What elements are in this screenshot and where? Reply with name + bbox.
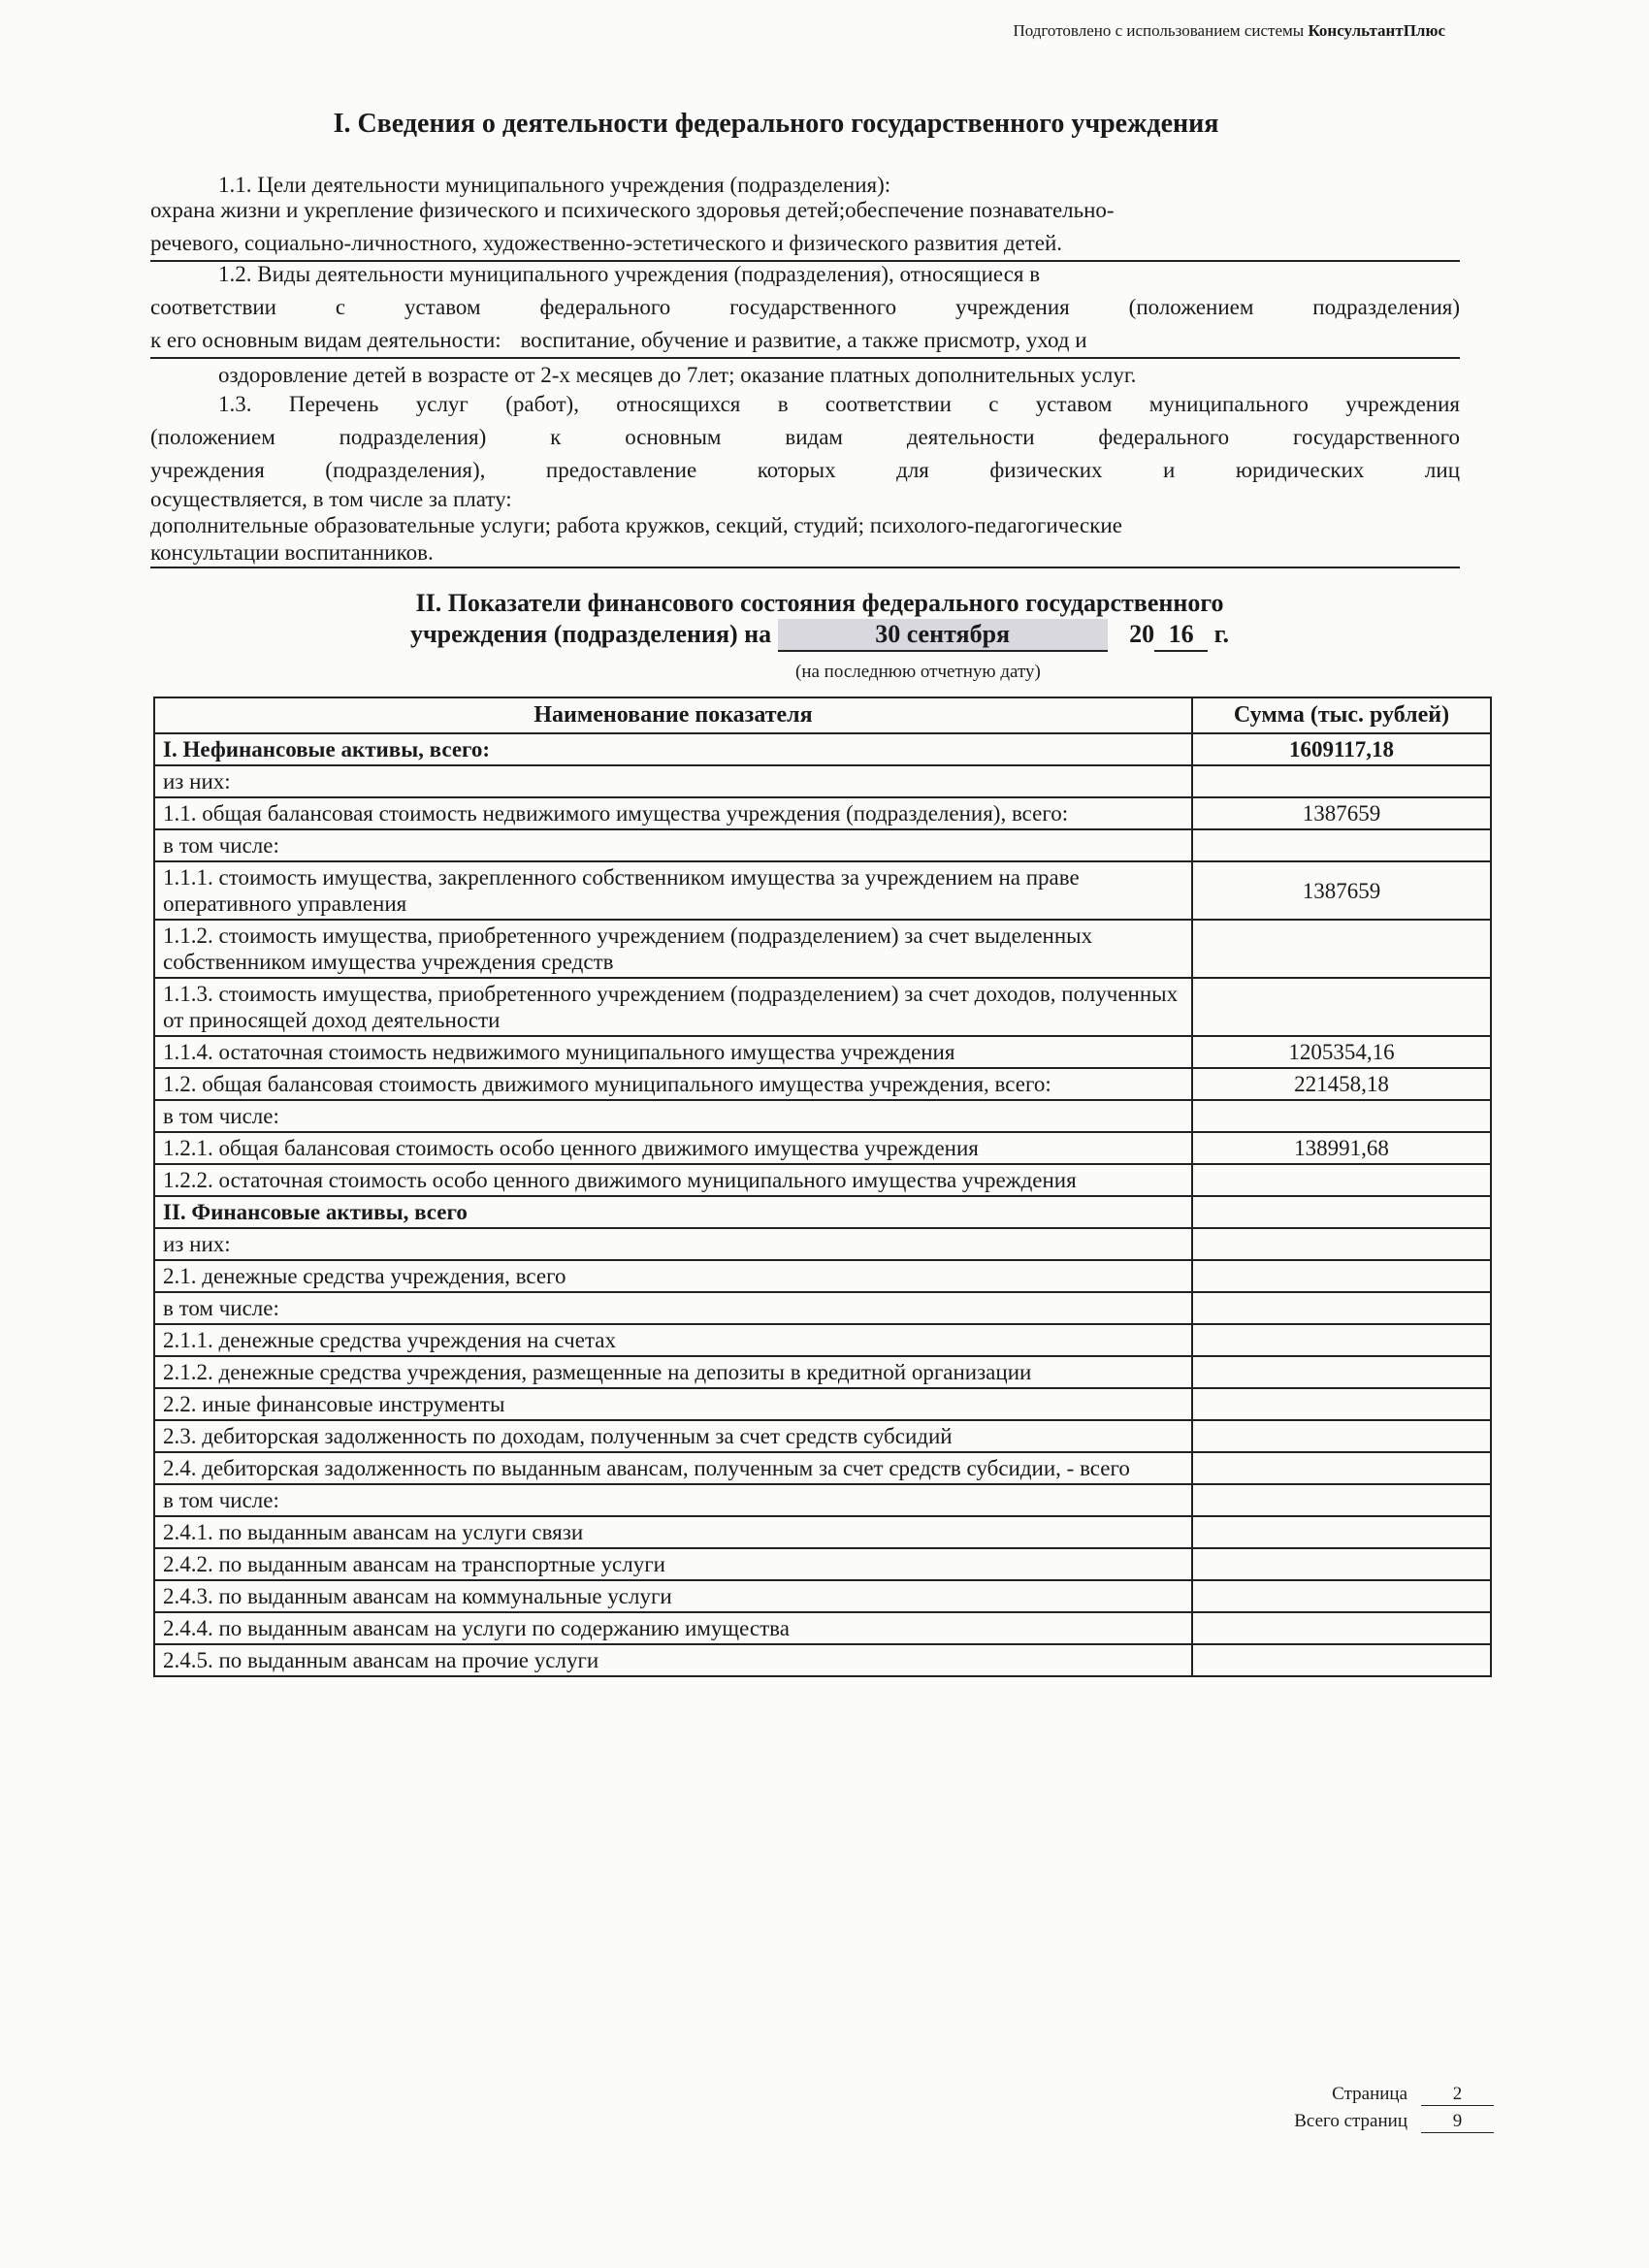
indicator-name: 2.4.2. по выданным авансам на транспортные услуги — [154, 1548, 1192, 1580]
table-row — [154, 1388, 1491, 1420]
financial-table-body — [154, 733, 1491, 1676]
activities-line3-value: воспитание, обучение и развитие, а также присмотр, уход и — [520, 328, 1087, 352]
indicator-name: из них: — [154, 1228, 1192, 1260]
column-header-name: Наименование показателя — [154, 697, 1192, 733]
indicator-sum — [1192, 1356, 1491, 1388]
header-note — [1013, 21, 1445, 41]
table-row — [154, 1548, 1491, 1580]
table-row — [154, 1644, 1491, 1676]
indicator-sum: 138991,68 — [1192, 1132, 1491, 1164]
section1-paragraph-services — [150, 388, 1460, 568]
activities-line3-label: к его основным видам деятельности: — [150, 328, 501, 352]
indicator-sum: 1205354,16 — [1192, 1036, 1491, 1068]
table-row — [154, 733, 1491, 765]
indicator-sum — [1192, 1644, 1491, 1676]
total-pages-label: Всего страниц — [1294, 2111, 1407, 2131]
table-row — [154, 1100, 1491, 1132]
indicator-name: 1.1.3. стоимость имущества, приобретенного учреждением (подразделением) за счет доходов, полученных от приносящей доход деятельности — [154, 978, 1192, 1036]
section1-paragraph-activities — [150, 258, 1460, 392]
indicator-name: 2.2. иные финансовые инструменты — [154, 1388, 1192, 1420]
indicator-sum — [1192, 1164, 1491, 1196]
header-note-brand: КонсультантПлюс — [1308, 21, 1445, 40]
indicator-name: 2.4.1. по выданным авансам на услуги связи — [154, 1516, 1192, 1548]
indicator-sum: 1609117,18 — [1192, 733, 1491, 765]
year-prefix: 20 — [1129, 620, 1155, 648]
services-line2: (положением подразделения) к основным видам деятельности федерального государственного — [150, 425, 1460, 449]
goals-value-line1: охрана жизни и укрепление физического и психического здоровья детей;обеспечение познавательно- — [150, 198, 1115, 222]
table-row — [154, 1356, 1491, 1388]
table-row — [154, 1068, 1491, 1100]
activities-line4: оздоровление детей в возрасте от 2-х месяцев до 7лет; оказание платных дополнительных услуг. — [218, 363, 1137, 387]
indicator-name: в том числе: — [154, 1100, 1192, 1132]
activities-line3 — [150, 324, 1460, 359]
table-row — [154, 1580, 1491, 1612]
table-row — [154, 920, 1491, 978]
indicator-sum: 221458,18 — [1192, 1068, 1491, 1100]
date-hint: (на последнюю отчетную дату) — [795, 662, 1041, 682]
indicator-sum — [1192, 829, 1491, 861]
table-row — [154, 1260, 1491, 1292]
column-header-sum: Сумма (тыс. рублей) — [1192, 697, 1491, 733]
table-row — [154, 1132, 1491, 1164]
table-row — [154, 1516, 1491, 1548]
indicator-name: 2.4.5. по выданным авансам на прочие услуги — [154, 1644, 1192, 1676]
activities-line2: соответствии с уставом федерального государственного учреждения (положением подразделения) — [150, 295, 1460, 319]
table-row — [154, 1292, 1491, 1324]
page-label: Страница — [1332, 2084, 1407, 2104]
indicator-sum — [1192, 1292, 1491, 1324]
indicator-name: 2.1. денежные средства учреждения, всего — [154, 1260, 1192, 1292]
table-row — [154, 1324, 1491, 1356]
header-note-prefix: Подготовлено с использованием системы — [1013, 21, 1305, 40]
table-row — [154, 797, 1491, 829]
indicator-name: 1.1.1. стоимость имущества, закрепленного собственником имущества за учреждением на праве оперативного управления — [154, 861, 1192, 920]
goals-label: 1.1. Цели деятельности муниципального учреждения (подразделения): — [218, 173, 891, 197]
goals-value-line2: речевого, социально-личностного, художественно-эстетического и физического развития детей. — [150, 227, 1460, 262]
indicator-sum — [1192, 765, 1491, 797]
indicator-sum: 1387659 — [1192, 861, 1491, 920]
table-row — [154, 1420, 1491, 1452]
services-line1: 1.3. Перечень услуг (работ), относящихся в соответствии с уставом муниципального учреждения — [218, 392, 1460, 416]
indicator-name: в том числе: — [154, 829, 1192, 861]
total-pages-number: 9 — [1421, 2111, 1494, 2133]
indicator-name: 2.1.1. денежные средства учреждения на счетах — [154, 1324, 1192, 1356]
table-row — [154, 1452, 1491, 1484]
services-value-line1: дополнительные образовательные услуги; работа кружков, секций, студий; психолого-педагогические — [150, 513, 1122, 537]
table-row — [154, 765, 1491, 797]
table-row — [154, 978, 1491, 1036]
indicator-name: 2.4. дебиторская задолженность по выданным авансам, полученным за счет средств субсидии, - всего — [154, 1452, 1192, 1484]
services-value-line2: консультации воспитанников. — [150, 539, 1460, 568]
footer-total — [1294, 2111, 1494, 2133]
section1-title: I. Сведения о деятельности федерального государственного учреждения — [333, 109, 1219, 139]
table-row — [154, 1164, 1491, 1196]
indicator-name: 1.1. общая балансовая стоимость недвижимого имущества учреждения (подразделения), всего: — [154, 797, 1192, 829]
indicator-name: 2.4.3. по выданным авансам на коммунальные услуги — [154, 1580, 1192, 1612]
indicator-name: 2.3. дебиторская задолженность по доходам, полученным за счет средств субсидий — [154, 1420, 1192, 1452]
indicator-sum — [1192, 1580, 1491, 1612]
goals-value — [150, 194, 1460, 262]
indicator-name: 1.2.2. остаточная стоимость особо ценного движимого муниципального имущества учреждения — [154, 1164, 1192, 1196]
indicator-sum — [1192, 1612, 1491, 1644]
financial-table — [153, 697, 1492, 1677]
indicator-name: в том числе: — [154, 1292, 1192, 1324]
table-row — [154, 829, 1491, 861]
indicator-name: 1.1.2. стоимость имущества, приобретенного учреждением (подразделением) за счет выделенных собственником имущества учреждения средств — [154, 920, 1192, 978]
section2-title — [330, 588, 1310, 652]
indicator-sum: 1387659 — [1192, 797, 1491, 829]
indicator-sum — [1192, 1548, 1491, 1580]
indicator-name: 2.1.2. денежные средства учреждения, размещенные на депозиты в кредитной организации — [154, 1356, 1192, 1388]
indicator-name: 1.2. общая балансовая стоимость движимого муниципального имущества учреждения, всего: — [154, 1068, 1192, 1100]
services-line4: осуществляется, в том числе за плату: — [150, 487, 512, 511]
indicator-name: 1.1.4. остаточная стоимость недвижимого муниципального имущества учреждения — [154, 1036, 1192, 1068]
indicator-sum — [1192, 978, 1491, 1036]
indicator-sum — [1192, 1100, 1491, 1132]
table-header-row — [154, 697, 1491, 733]
indicator-sum — [1192, 920, 1491, 978]
section2-title-prefix: учреждения (подразделения) на — [409, 620, 772, 648]
page-number: 2 — [1421, 2084, 1494, 2106]
table-row — [154, 861, 1491, 920]
indicator-name: II. Финансовые активы, всего — [154, 1196, 1192, 1228]
indicator-sum — [1192, 1484, 1491, 1516]
table-row — [154, 1196, 1491, 1228]
indicator-name: 1.2.1. общая балансовая стоимость особо ценного движимого имущества учреждения — [154, 1132, 1192, 1164]
indicator-sum — [1192, 1228, 1491, 1260]
indicator-name: I. Нефинансовые активы, всего: — [154, 733, 1192, 765]
indicator-sum — [1192, 1452, 1491, 1484]
table-row — [154, 1484, 1491, 1516]
report-date: 30 сентября — [778, 619, 1108, 652]
year-suffix: 16 — [1154, 619, 1208, 652]
indicator-name: в том числе: — [154, 1484, 1192, 1516]
footer-page — [1332, 2084, 1494, 2106]
indicator-sum — [1192, 1388, 1491, 1420]
activities-line1: 1.2. Виды деятельности муниципального учреждения (подразделения), относящиеся в — [218, 262, 1041, 286]
year-end: г. — [1213, 620, 1230, 648]
indicator-name: 2.4.4. по выданным авансам на услуги по содержанию имущества — [154, 1612, 1192, 1644]
services-line3: учреждения (подразделения), предоставление которых для физических и юридических лиц — [150, 458, 1460, 482]
indicator-sum — [1192, 1324, 1491, 1356]
indicator-sum — [1192, 1420, 1491, 1452]
table-row — [154, 1036, 1491, 1068]
section2-title-line2 — [330, 619, 1310, 652]
indicator-name: из них: — [154, 765, 1192, 797]
indicator-sum — [1192, 1196, 1491, 1228]
table-row — [154, 1228, 1491, 1260]
indicator-sum — [1192, 1260, 1491, 1292]
indicator-sum — [1192, 1516, 1491, 1548]
section2-title-line1: II. Показатели финансового состояния федерального государственного — [415, 589, 1224, 617]
table-row — [154, 1612, 1491, 1644]
